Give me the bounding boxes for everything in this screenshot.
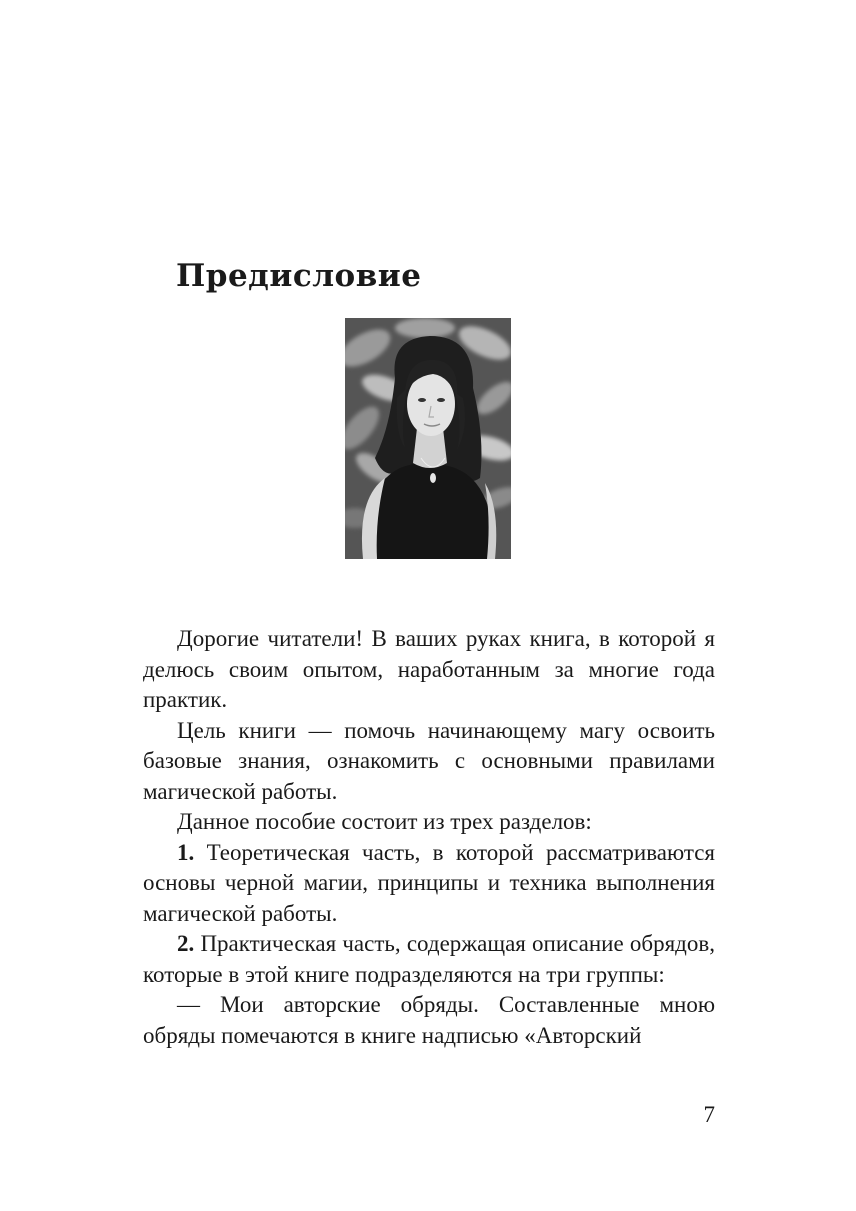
page-title: Предисловие — [176, 258, 422, 294]
list-number: 1. — [177, 839, 195, 865]
paragraph-1: Дорогие читатели! В ваших руках книга, в которой я делюсь своим опытом, наработанным за многие года практик. — [143, 626, 715, 712]
preface-text — [143, 624, 715, 1051]
paragraph-5: 2. Практическая часть, содержащая описание обрядов, которые в этой книге подразделяются на три группы: — [143, 931, 715, 987]
page-number: 7 — [703, 1102, 715, 1127]
paragraph-4: 1. Теоретическая часть, в которой рассматриваются основы черной магии, принципы и техника выполнения магической работы. — [143, 839, 715, 926]
paragraph-3: Данное пособие состоит из трех разделов: — [177, 809, 592, 834]
list-number: 2. — [177, 931, 195, 956]
portrait-image — [345, 318, 511, 559]
author-portrait — [345, 318, 511, 559]
paragraph-2: Цель книги — помочь начинающему магу освоить базовые знания, ознакомить с основными правилами магической работы. — [143, 717, 715, 804]
paragraph-6: — Мои авторские обряды. Составленные мною обряды помечаются в книге надписью «Авторский — [143, 992, 715, 1048]
